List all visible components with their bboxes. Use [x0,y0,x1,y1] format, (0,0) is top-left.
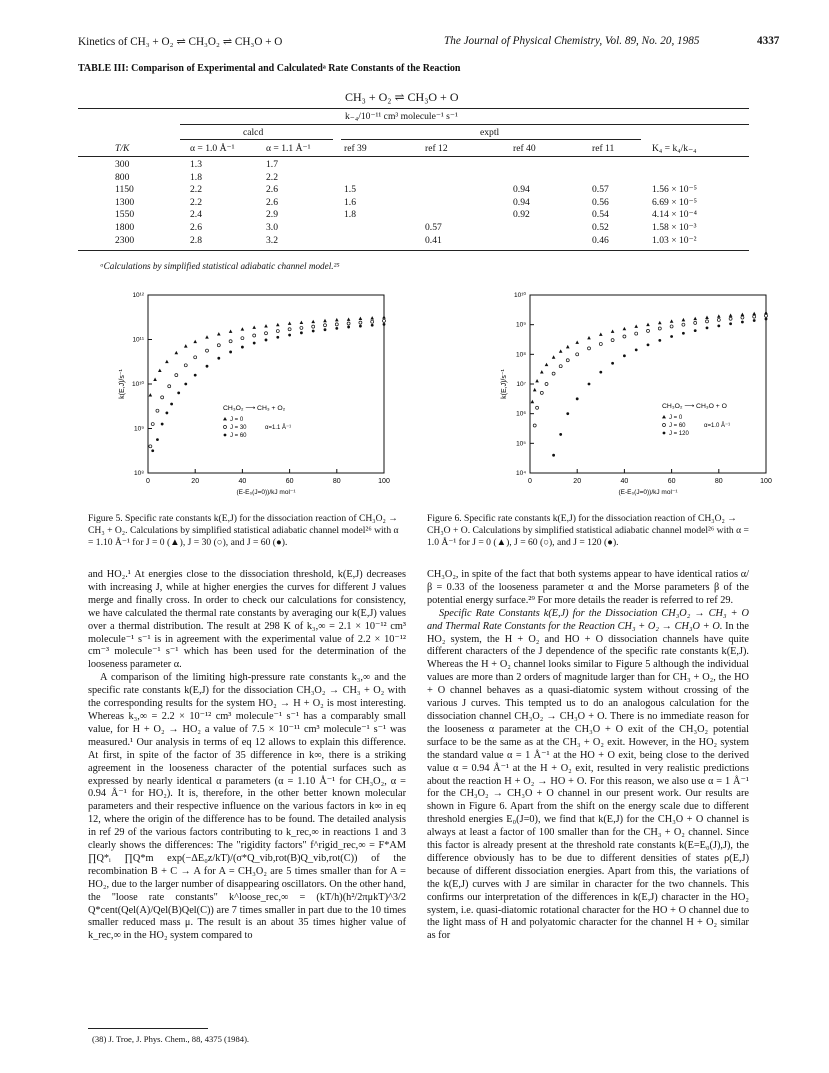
data-point-j0 [693,317,697,320]
legend-title: CH₃O₂ ⟶ CH₃ + O₂ [223,405,286,412]
x-tick-label: 0 [528,478,532,485]
data-point-j60 [566,359,569,362]
table-rule-exptl [341,139,641,140]
data-point-j0 [252,325,256,328]
data-point-j0 [205,335,209,338]
data-point-j30 [151,423,154,426]
table-cell: 4.14 × 10⁻⁴ [652,209,697,221]
data-point-j120 [717,324,720,327]
data-point-j60 [177,392,180,395]
table-cell: 0.92 [513,209,530,221]
data-point-j0 [359,317,363,320]
y-tick-label: 10⁸ [134,470,144,477]
data-point-j0 [540,370,544,373]
legend-marker [662,415,666,418]
y-tick-label: 10⁸ [516,351,526,359]
data-point-j120 [694,329,697,332]
table-cell: 0.46 [592,234,609,246]
data-point-j60 [682,323,685,326]
table-cell: 1150 [115,184,134,196]
table-cell: 3.2 [266,234,278,246]
data-point-j0 [559,349,563,352]
x-tick-label: 60 [285,478,294,485]
data-point-j0 [566,345,570,348]
paragraph: and HO₂.¹ At energies close to the dissociation threshold, k(E,J) decreases with increasing J, while at higher energies the curves for different J values merge and finally cross. In order to check our calculations for consistency, we have calculated the thermal rate constants by averaging our k(E,J) values over a thermal distribution. The result at 298 K of k₃,∞ = 2.1 × 10⁻¹² cm³ molecule⁻¹ s⁻¹ is in agreement with the experimental value of 2.2 × 10⁻¹² cm⁻³ molecule⁻¹ s⁻¹ which has been used for the determination of the looseness parameter α. [88,569,406,671]
y-axis-label: k(E,J)/s⁻¹ [119,369,126,399]
data-point-j60 [324,328,327,331]
table-cell: 0.94 [513,184,530,196]
y-tick-label: 10⁹ [515,321,526,329]
table-cell: 0.52 [592,222,609,233]
data-point-j30 [156,409,159,412]
table-column-header: ref 12 [425,143,448,154]
y-tick-label: 10¹¹ [132,336,144,344]
table-cell: 2.8 [190,234,202,246]
figure-5-caption: Figure 5. Specific rate constants k(E,J) for the dissociation reaction of CH₃O₂ → CH₃ + O₂. Calculations by simplified statistical adiabatic channel model²⁶ with α = 1.10 Å⁻¹ for J = 0 (▲), J = 30 (○), and J = 60 (●). [88,513,399,548]
x-tick-label: 20 [573,478,582,485]
y-tick-label: 10⁹ [133,425,144,433]
table-cell: 2.6 [266,184,278,196]
x-tick-label: 20 [191,478,200,485]
data-point-j120 [623,354,626,357]
legend-entry: J = 120 [669,431,689,437]
data-point-j0 [705,316,709,319]
data-point-j30 [324,324,327,327]
data-point-j60 [371,324,374,327]
data-point-j0 [347,317,351,320]
data-point-j0 [587,336,591,339]
data-point-j30 [359,321,362,324]
data-point-j60 [156,438,159,441]
table-column-header: K₄ = k₄/k₋₄ [652,143,697,154]
table-unit-header: k₋₄/10⁻¹¹ cm³ molecule⁻¹ s⁻¹ [345,111,458,122]
data-point-j120 [635,348,638,351]
x-tick-label: 100 [378,478,390,485]
data-point-j60 [383,323,386,326]
running-header-left: Kinetics of CH₃ + O₂ ⇌ CH₃O₂ ⇌ CH₃O + O [78,36,283,48]
data-point-j0 [153,378,157,381]
table-cell: 2.2 [190,184,202,196]
table-cell: 2300 [115,234,135,246]
data-point-j60 [170,403,173,406]
section-heading: Specific Rate Constants k(E,J) for the Dissociation CH₃O₂ → CH₃ + O and Thermal Rate Constants for the Reaction CH₃ + O₂ → CH₃O + O. [427,607,749,632]
data-point-j120 [706,327,709,330]
data-point-j30 [335,323,338,326]
data-point-j0 [300,321,304,324]
data-point-j60 [599,342,602,345]
data-point-j30 [168,385,171,388]
table-column-header: ref 40 [513,143,536,154]
data-point-j0 [646,323,650,326]
data-point-j60 [741,316,744,319]
legend-alpha: α=1.1 Å⁻¹ [265,425,292,431]
legend-marker [663,424,666,427]
data-point-j120 [729,322,732,325]
table-cell: 0.57 [592,184,609,196]
data-point-j120 [658,339,661,342]
data-point-j120 [588,383,591,386]
y-tick-label: 10⁷ [516,381,526,388]
data-point-j30 [265,332,268,335]
data-point-j30 [312,325,315,328]
data-point-j30 [383,319,386,322]
data-point-j60 [184,383,187,386]
paragraph: In the HO₂ system, the H + O₂ and HO + O dissociation channels have quite different characters of the J dependence of the specific rate constants k(E,J). Whereas the H + O₂ channel looks similar to Figure 5 although the individual values are more than 2 orders of magnitude larger than for CH₃ + O₂, the HO + O channel behaves as a quasi-diatomic system without crossing of the various J curves. This tempted us to do an analogous calculation for the dissociation channel CH₃O₂ → CH₃O + O. There is no immediate reason for the looseness α parameter at the CH₃O + O exit of the CH₃O₂ potential surface to be the same as at the CH₃ + O₂ exit. However, in the HO₂ system the standard value α = 1 Å⁻¹ at the HO + O exit, being close to the derived value α = 0.94 Å⁻¹ at the H + O₂ exit, resulted in very realistic predictions about the reaction H + O₂ → HO + O. For this reason, we also use α = 1 Å⁻¹ for the CH₃O₂ → CH₃O + O channel in our present work. Our results are shown in Figure 6. Apart from the shift on the energy scale due to different threshold energies E₀(J=0), we find that k(E,J) for the CH₃O + O channel is always at least a factor of 100 smaller than for the CH₃ + O₂ channel. Since this factor is already present at the threshold rate constants k(E=E₀(J),J), the difference obviously has to be due to different densities of states ρ(E,J) because of different dissociation energies. Apart from this, the variations of the k(E,J) curves with J are similar in character for the two channels. This confirms our interpretation of the differences in k(E,J) character in the HO₂ system, i.e. quasi-diatomic rotational character for the HO + O channel due to the light mass of H and polyatomic character for the channel H + O₂ similar as for [427,620,750,942]
table-group-exptl: exptl [480,127,500,138]
table-cell: 3.0 [266,222,278,233]
table-cell: 0.94 [513,196,530,208]
data-point-j60 [623,335,626,338]
y-tick-label: 10⁶ [516,410,526,418]
data-point-j120 [647,343,650,346]
table-cell: 2.2 [266,171,278,183]
data-point-j60 [276,336,279,339]
legend-entry: J = 30 [230,425,247,431]
y-tick-label: 10⁴ [515,470,526,477]
table-cell: 1300 [115,196,135,208]
data-point-j0 [149,393,153,396]
table-cell: 0.41 [425,234,442,246]
data-point-j30 [194,356,197,359]
data-point-j60 [229,351,232,354]
data-point-j0 [545,363,549,366]
data-point-j0 [658,321,662,324]
table-cell: 300 [115,159,130,170]
table-cell: 1.58 × 10⁻³ [652,222,697,233]
legend-alpha: α=1.0 Å⁻¹ [704,423,731,429]
x-axis-label: (E-E₀(J=0))/kJ mol⁻¹ [236,489,296,496]
page-number: 4337 [757,35,780,47]
data-point-j60 [161,423,164,426]
x-tick-label: 40 [620,478,629,485]
data-point-j60 [647,329,650,332]
y-tick-label: 10¹⁰ [131,381,144,388]
legend-entry: J = 0 [669,415,683,421]
table-footnote: ᵃCalculations by simplified statistical adiabatic channel model.²⁵ [100,261,340,271]
table-rule-calcd [180,139,333,140]
legend-entry: J = 60 [669,423,686,429]
table-rule-head [78,156,749,157]
data-point-j0 [531,400,535,403]
table-cell: 2.9 [266,209,278,221]
data-point-j120 [576,397,579,400]
data-point-j120 [559,433,562,436]
data-point-j60 [552,372,555,375]
table-group-calcd: calcd [243,127,264,138]
table-cell: 2.6 [190,222,202,233]
paragraph: A comparison of the limiting high-pressure rate constants k₃,∞ and the specific rate constants k(E,J) for the dissociation CH₃O₂ → CH₃ + O₂ with the corresponding results for the system HO₂ → H + O₂ is most interesting. Whereas k₃,∞ = 2.2 × 10⁻¹² cm³ molecule⁻¹ s⁻¹ has a comparably small value, for H + O₂ → HO₂ a value of 7.5 × 10⁻¹¹ cm³ molecule⁻¹ s⁻¹ was measured.¹ Our analysis in terms of eq 12 allows to explain this difference. At first, in spite of the factor of 35 difference in k∞, there is a striking agreement in the looseness character of the potential surfaces such as expressed by nearly identical α parameters (α = 1.10 Å⁻¹ for CH₃O₂, α = 0.94 Å⁻¹ for HO₂). It is, therefore, in the other better known molecular parameters and their respective influence on the various factors in k∞ in eq 12, where the origin of the difference has to be found. The detailed analysis in ref 29 of the various factors contributing to k_rec,∞ in reactions 1 and 3 clearly shows the differences: The "rigidity factors" f^rigid_rec,∞ = F*AM ∏Q*ᵢ ∏Q*m exp(−ΔE₀z/kT)/(σ*Q_vib,rot(B)Q_vib,rot(C)) of the recombination B + C → A for A = CH₃O₂ are 5 times smaller than for A = HO₂, due to the larger number of disappearing oscillators. On the other hand, the "loose rate constants" k^loose_rec,∞ = (kT/h)(h²/2πμkT)^3/2 Q*cent(Qel(A)/Qel(B)Qel(C)) are 7 times smaller in part due to the 10 times smaller reduced mass μ. The result is an about 35 times higher value of k_rec,∞ in the HO₂ system compared to [88,672,406,942]
data-point-j0 [276,323,280,326]
legend-entry: J = 60 [230,433,247,439]
x-axis-label: (E-E₀(J=0))/kJ mol⁻¹ [618,489,678,496]
data-point-j60 [694,321,697,324]
data-point-j60 [241,346,244,349]
data-point-j60 [165,412,168,415]
table-cell: 1.56 × 10⁻⁵ [652,184,697,196]
x-tick-label: 0 [146,478,150,485]
data-point-j0 [370,316,374,319]
data-point-j120 [682,332,685,335]
table-cell: 1800 [115,222,135,233]
table-cell: 1.8 [190,171,202,183]
data-point-j30 [206,349,209,352]
data-point-j60 [611,339,614,342]
table-cell: 0.56 [592,196,609,208]
y-axis-label: k(E,J)/s⁻¹ [501,369,508,399]
data-point-j0 [752,312,756,315]
data-point-j0 [217,332,221,335]
legend-marker [223,417,227,420]
data-point-j120 [741,321,744,324]
figure-5-chart [110,285,410,507]
table-cell: 1.3 [190,159,202,170]
data-point-j30 [371,320,374,323]
data-point-j30 [161,396,164,399]
figure-6-chart [492,285,792,507]
data-point-j0 [165,360,169,363]
paragraph: CH₃O₂, in spite of the fact that both systems appear to have identical ratios α/β = 0.33 of the looseness parameter α and the Morse parameters β of the potential energy surface.²⁹ For more details the reader is referred to ref 29. [427,569,749,606]
data-point-j60 [536,406,539,409]
table-cell: 2.4 [190,209,202,221]
body-left-column [88,569,406,943]
data-point-j60 [533,424,536,427]
data-point-j120 [566,412,569,415]
data-point-j60 [194,374,197,377]
data-point-j0 [533,388,537,391]
data-point-j30 [288,328,291,331]
table-cell: 1.5 [344,184,356,196]
table-column-header: α = 1.1 Å⁻¹ [266,143,311,154]
data-point-j0 [552,355,556,358]
data-point-j0 [741,313,745,316]
table-cell: 2.2 [190,196,202,208]
reference-38: (38) J. Troe, J. Phys. Chem., 88, 4375 (1984). [92,1034,250,1044]
data-point-j60 [635,332,638,335]
data-point-j60 [151,449,154,452]
table-column-header: ref 11 [592,143,615,154]
data-point-j0 [311,320,315,323]
data-point-j120 [599,371,602,374]
data-point-j0 [764,311,768,314]
data-point-j60 [765,314,768,317]
data-point-j0 [717,314,721,317]
table-cell: 6.69 × 10⁻⁵ [652,196,697,208]
table-cell: 0.57 [425,222,442,233]
data-point-j30 [347,322,350,325]
data-point-j60 [576,353,579,356]
data-point-j30 [149,445,152,448]
data-point-j60 [359,325,362,328]
data-point-j0 [729,313,733,316]
data-point-j60 [265,339,268,342]
table-cell: 1.03 × 10⁻² [652,234,697,246]
data-point-j60 [717,318,720,321]
footnote-rule [88,1028,208,1029]
data-point-j60 [312,330,315,333]
data-point-j0 [623,327,627,330]
data-point-j30 [217,344,220,347]
body-right-column [427,569,749,943]
plot-frame [530,295,766,473]
data-point-j0 [288,321,292,324]
legend-marker [224,426,227,429]
table-cell: 1550 [115,209,135,221]
table-rule-bottom [78,250,749,251]
data-point-j120 [552,454,555,457]
data-point-j0 [229,329,233,332]
data-point-j60 [347,326,350,329]
data-point-j30 [276,330,279,333]
table-rule-top [78,108,749,109]
table-cell: 1.7 [266,159,278,170]
data-point-j60 [729,317,732,320]
data-point-j60 [559,365,562,368]
data-point-j30 [253,334,256,337]
legend-marker [663,432,666,435]
legend-marker [224,434,227,437]
data-point-j0 [599,332,603,335]
x-tick-label: 80 [714,478,723,485]
data-point-j0 [175,351,179,354]
journal-name: The Journal of Physical Chemistry, Vol. 89, No. 20, 1985 [444,35,700,47]
data-point-j60 [206,365,209,368]
table-cell: 2.6 [266,196,278,208]
y-tick-label: 10⁵ [516,440,526,448]
y-tick-label: 10¹² [132,292,144,299]
data-point-j0 [335,318,339,321]
data-point-j60 [706,320,709,323]
table-cell: 1.6 [344,196,356,208]
data-point-j30 [184,364,187,367]
table-reaction: CH₃ + O₂ ⇌ CH₃O + O [345,90,459,104]
y-tick-label: 10¹⁰ [513,292,526,299]
table-cell: 0.54 [592,209,609,221]
data-point-j60 [300,331,303,334]
data-point-j60 [217,357,220,360]
legend-entry: J = 0 [230,417,244,423]
data-point-j0 [241,327,245,330]
data-point-j0 [634,324,638,327]
data-point-j60 [540,391,543,394]
data-point-j0 [611,329,615,332]
data-point-j30 [300,326,303,329]
data-point-j30 [229,340,232,343]
table-column-header: α = 1.0 Å⁻¹ [190,143,235,154]
legend-title: CH₃O₂ ⟶ CH₃O + O [662,403,727,410]
x-tick-label: 100 [760,478,772,485]
table-rule-unit [180,124,749,125]
data-point-j60 [545,383,548,386]
x-tick-label: 60 [667,478,676,485]
data-point-j120 [611,362,614,365]
data-point-j60 [588,347,591,350]
data-point-j0 [382,315,386,318]
data-point-j0 [575,340,579,343]
x-tick-label: 40 [238,478,247,485]
table-title: TABLE III: Comparison of Experimental and Calculatedᵃ Rate Constants of the Reaction [78,63,461,74]
data-point-j60 [288,334,291,337]
data-point-j60 [658,327,661,330]
data-point-j30 [175,374,178,377]
data-point-j0 [264,324,268,327]
figure-6-caption: Figure 6. Specific rate constants k(E,J) for the dissociation reaction of CH₃O₂ → CH₃O + O. Calculations by simplified statistical adiabatic channel model²⁶ with α = 1.0 Å⁻¹ for J = 0 (▲), J = 60 (○), and J = 120 (●). [427,513,749,548]
data-point-j120 [753,319,756,322]
table-column-header: T/K [115,143,130,154]
data-point-j0 [158,369,162,372]
data-point-j0 [535,379,539,382]
data-point-j60 [753,315,756,318]
data-point-j30 [241,337,244,340]
data-point-j60 [670,325,673,328]
data-point-j60 [253,342,256,345]
table-cell: 1.8 [344,209,356,221]
data-point-j0 [682,318,686,321]
data-point-j0 [184,344,188,347]
x-tick-label: 80 [332,478,341,485]
table-cell: 800 [115,171,130,183]
data-point-j60 [335,327,338,330]
table-column-header: ref 39 [344,143,367,154]
data-point-j120 [765,318,768,321]
data-point-j0 [193,340,197,343]
data-point-j120 [670,335,673,338]
data-point-j0 [670,319,674,322]
data-point-j0 [323,319,327,322]
